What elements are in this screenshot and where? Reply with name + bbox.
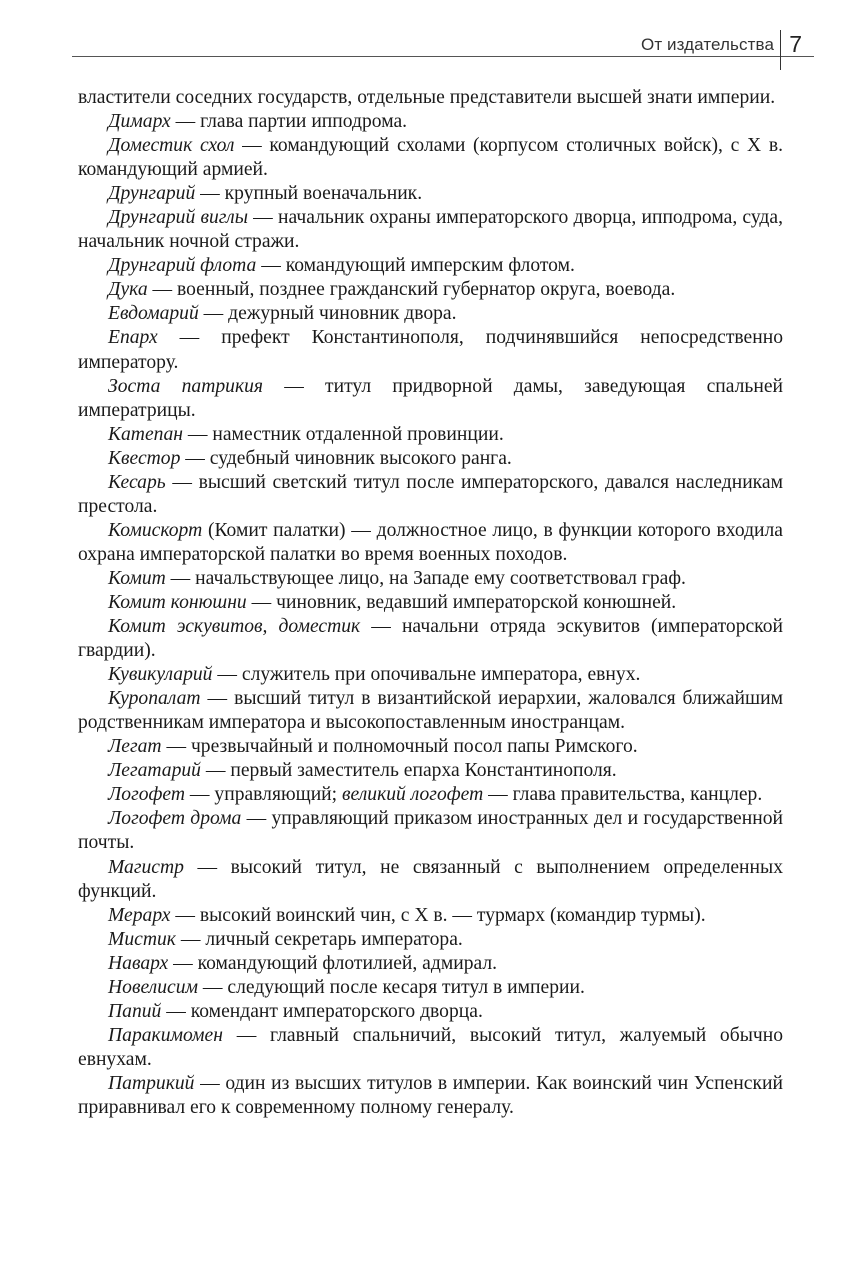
glossary-entry (78, 904, 783, 928)
entry-term: Доместик схол (108, 135, 235, 157)
entry-term: Куропалат (108, 688, 201, 710)
glossary-entry (78, 86, 783, 110)
entry-term: Друнгарий (108, 183, 196, 205)
entry-term: Магистр (108, 856, 184, 878)
entry-term: Евдомарий (108, 303, 199, 325)
entry-definition: — наместник отдаленной провинции. (182, 423, 504, 445)
glossary-entry (78, 976, 783, 1000)
entry-definition: — дежурный чиновник двора. (198, 303, 457, 325)
entry-definition: — высший светский титул после императорского, давался наследникам престола. (78, 471, 783, 517)
entry-term: Мерарх (108, 904, 171, 926)
entry-definition: — высокий воинский чин, с Х в. — турмарх (командир турмы). (170, 904, 706, 926)
glossary-entry (78, 471, 783, 519)
entry-term: Новелисим (108, 976, 198, 998)
glossary-body (78, 86, 783, 1120)
glossary-entry (78, 615, 783, 663)
entry-term: Друнгарий виглы (108, 207, 248, 229)
entry-definition: — судебный чиновник высокого ранга. (180, 447, 512, 469)
glossary-entry (78, 663, 783, 687)
entry-term: Катепан (108, 423, 183, 445)
glossary-entry (78, 302, 783, 326)
section-title: От издательства (641, 35, 774, 54)
entry-definition: — крупный военачальник. (195, 183, 423, 205)
entry-term-secondary: великий логофет (342, 784, 484, 806)
entry-definition-secondary: — глава правительства, канцлер. (483, 784, 763, 806)
glossary-entry (78, 567, 783, 591)
glossary-entry (78, 134, 783, 182)
glossary-entry (78, 254, 783, 278)
entry-term: Папий (108, 1000, 162, 1022)
entry-definition: властители соседних государств, отдельные представители высшей знати империи. (78, 87, 776, 108)
entry-term: Комит (108, 567, 166, 589)
entry-definition: — чрезвычайный и полномочный посол папы Римского. (161, 736, 638, 758)
entry-definition: — высший титул в византийской иерархии, жаловался ближайшим родственникам императора и высокопоставленным иностранцам. (78, 688, 783, 734)
entry-definition: — чиновник, ведавший императорской конюшней. (246, 591, 677, 613)
glossary-entry (78, 206, 783, 254)
glossary-entry (78, 110, 783, 134)
entry-term: Друнгарий флота (108, 255, 257, 277)
entry-definition: — личный секретарь императора. (175, 928, 463, 950)
entry-term: Наварх (108, 952, 169, 974)
entry-definition: — начальствующее лицо, на Западе ему соответствовал граф. (165, 567, 686, 589)
entry-definition: — военный, позднее гражданский губернатор округа, воевода. (147, 279, 676, 301)
glossary-entry (78, 1072, 783, 1120)
entry-definition: — следующий после кесаря титул в империи. (198, 976, 585, 998)
glossary-entry (78, 1024, 783, 1072)
glossary-entry (78, 591, 783, 615)
entry-definition: — первый заместитель епарха Константинополя. (200, 760, 617, 782)
glossary-entry (78, 928, 783, 952)
entry-term: Мистик (108, 928, 176, 950)
entry-term: Епарх (108, 327, 158, 349)
glossary-entry (78, 759, 783, 783)
glossary-entry (78, 783, 783, 807)
glossary-entry (78, 447, 783, 471)
entry-definition: — управляющий; (185, 784, 343, 806)
entry-term: Комискорт (108, 519, 203, 541)
entry-term: Комит конюшни (108, 591, 247, 613)
entry-definition: — глава партии ипподрома. (170, 111, 408, 133)
entry-term: Димарх (108, 111, 171, 133)
running-header (72, 30, 814, 70)
glossary-entry (78, 1000, 783, 1024)
entry-term: Кесарь (108, 471, 166, 493)
entry-definition: — командующий имперским флотом. (256, 255, 575, 277)
glossary-entry (78, 423, 783, 447)
entry-term: Зоста патрикия (108, 375, 264, 397)
entry-term: Логофет (108, 784, 186, 806)
glossary-entry (78, 856, 783, 904)
glossary-entry (78, 519, 783, 567)
entry-definition: — комендант императорского дворца. (161, 1000, 483, 1022)
entry-definition: — командующий флотилией, адмирал. (168, 952, 498, 974)
entry-term: Логофет дрома (108, 808, 242, 830)
entry-term: Кувикуларий (108, 664, 213, 686)
entry-definition: — командующий схолами (корпусом столичных войск), с Х в. командующий армией. (78, 135, 783, 181)
entry-definition: — начальник охраны императорского дворца, ипподрома, суда, начальник ночной стражи. (78, 207, 783, 253)
entry-term: Дука (108, 279, 148, 301)
entry-term: Патрикий (108, 1072, 195, 1094)
header-rule (72, 56, 814, 57)
entry-definition: — один из высших титулов в империи. Как воинский чин Успенский приравнивал его к современному полному генералу. (78, 1072, 783, 1118)
entry-term: Квестор (108, 447, 181, 469)
glossary-entry (78, 807, 783, 855)
glossary-entry (78, 182, 783, 206)
glossary-entry (78, 952, 783, 976)
entry-definition: — высокий титул, не связанный с выполнением определенных функций. (78, 856, 783, 902)
entry-term: Комит эскувитов, доместик (108, 616, 361, 638)
entry-term: Паракимомен (108, 1024, 223, 1046)
entry-definition: — служитель при опочивальне императора, евнух. (212, 664, 641, 686)
glossary-entry (78, 687, 783, 735)
glossary-entry (78, 735, 783, 759)
entry-term: Легат (108, 736, 162, 758)
entry-definition: — управляющий приказом иностранных дел и государственной почты. (78, 808, 783, 854)
entry-term: Легатарий (108, 760, 201, 782)
glossary-entry (78, 375, 783, 423)
entry-definition: — титул придворной дамы, заведующая спальней императрицы. (78, 375, 783, 421)
entry-definition: — начальни отряда эскувитов (императорской гвардии). (78, 616, 783, 662)
glossary-entry (78, 278, 783, 302)
entry-definition: — префект Константинополя, подчинявшийся непосредственно императору. (78, 327, 783, 373)
entry-definition: — главный спальничий, высокий титул, жалуемый обычно евнухам. (78, 1024, 783, 1070)
glossary-entry (78, 326, 783, 374)
page-number: 7 (789, 31, 802, 57)
header-divider (780, 30, 781, 70)
entry-definition: (Комит палатки) — должностное лицо, в функции которого входила охрана императорской палатки во время военных походов. (78, 519, 783, 565)
